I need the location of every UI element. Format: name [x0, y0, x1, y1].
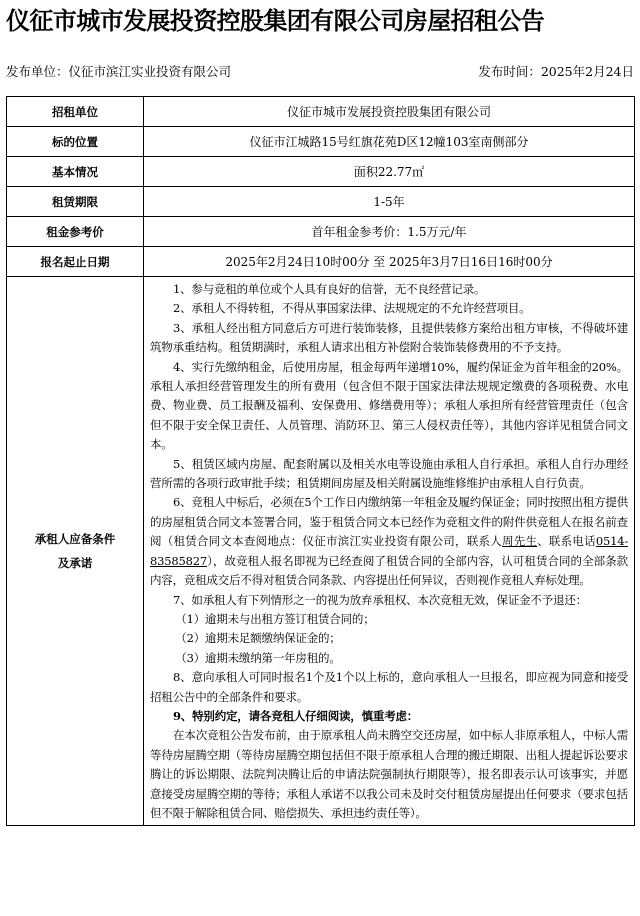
term-7-item-1: （1）逾期未与出租方签订租赁合同的； — [175, 611, 375, 626]
term-1: 1、参与竞租的单位或个人具有良好的信誉，无不良经营记录。 — [173, 282, 486, 296]
row-registration-period — [7, 247, 635, 277]
publish-time: 发布时间：2025年2月24日 — [478, 64, 634, 79]
row-label: 招租单位 — [7, 97, 144, 127]
row-value: 面积22.77㎡ — [144, 157, 635, 187]
term-6-text-c: ），故竞租人报名即视为已经查阅了租赁合同的全部内容，认可租赁合同的全部条款内容，竞租成交后不得对租赁合同条款、内容提出任何异议，否则视作竞租人弃标处理。 — [150, 553, 628, 588]
row-value: 1-5年 — [144, 187, 635, 217]
row-label: 基本情况 — [7, 157, 144, 187]
rental-info-table — [6, 96, 635, 826]
notice-title: 仪征市城市发展投资控股集团有限公司房屋招租公告 — [6, 7, 545, 35]
conditions-label-line-2: 及承诺 — [57, 556, 93, 571]
row-lessor — [7, 97, 635, 127]
row-value: 2025年2月24日10时00分 至 2025年3月7日16日16时00分 — [144, 247, 635, 277]
term-9-heading: 9、特别约定，请各竞租人仔细阅读，慎重考虑： — [173, 708, 419, 723]
term-7-item-2: （2）逾期未足额缴纳保证金的； — [175, 631, 341, 646]
term-8: 8、意向承租人可同时报名1个及1个以上标的，意向承租人一旦报名，即应视为同意和接受招租公告中的全部条件和要求。 — [150, 670, 628, 704]
row-location — [7, 127, 635, 157]
row-label: 报名起止日期 — [7, 247, 144, 277]
conditions-label-line-1: 承租人应备条件 — [34, 532, 116, 547]
term-9-body: 在本次竞租公告发布前，由于原承租人尚未腾空交还房屋，如中标人非原承租人，中标人需等待房屋腾空期（等待房屋腾空期包括但不限于原承租人合理的搬迁期限、出租人提起诉讼要求腾让的诉讼期限、法院判决腾让后的申请法院强制执行期限等），报名即表示认可该事实，并愿意接受房屋腾空期的等待；承租人承诺不以我公司未及时交付租赁房屋提出任何要求（要求包括但不限于解除租赁合同、赔偿损失、承担违约责任等）。 — [150, 728, 628, 820]
row-label: 租金参考价 — [7, 217, 144, 247]
row-conditions — [7, 277, 635, 826]
row-value: 仪征市江城路15号红旗花苑D区12幢103室南侧部分 — [144, 127, 635, 157]
term-6 — [150, 493, 628, 590]
row-lease-term — [7, 187, 635, 217]
publisher: 发布单位：仪征市滨江实业投资有限公司 — [6, 64, 232, 79]
term-7: 7、如承租人有下列情形之一的视为放弃承租权、本次竞租无效，保证金不予退还： — [173, 592, 587, 607]
row-value: 首年租金参考价：1.5万元/年 — [144, 217, 635, 247]
row-reference-rent — [7, 217, 635, 247]
conditions-label — [7, 277, 144, 826]
term-7-item-3: （3）逾期未缴纳第一年房租的。 — [175, 650, 341, 665]
term-6-text-a: 6、竞租人中标后，必须在5个工作日内缴纳第一年租金及履约保证金；同时按照出租方提供的房屋租赁合同文本签署合同，鉴于租赁合同文本已经作为竞租文件的附件供竞租人在报名前查阅（租赁合同文本查阅地点：仪征市滨江实业投资有限公司，联系人 — [150, 495, 628, 549]
contact-person: 周先生 — [501, 534, 538, 549]
term-2: 2、承租人不得转租，不得从事国家法律、法规规定的不允许经营项目。 — [173, 301, 531, 316]
row-value: 仪征市城市发展投资控股集团有限公司 — [144, 97, 635, 127]
term-4: 4、实行先缴纳租金，后使用房屋，租金每两年递增10%，履约保证金为首年租金的20%。承租人承担经营管理发生的所有费用（包含但不限于国家法律法规规定缴费的各项税费、水电费、物业费、员工报酬及福利、安保费用、修缮费用等）；承租人承担所有经营管理责任（包含但不限于安全保卫责任、人员管理、消防环卫、第三人侵权责任等），其他内容详见租赁合同文本。 — [150, 359, 628, 452]
term-5: 5、租赁区域内房屋、配套附属以及相关水电等设施由承租人自行承担。承租人自行办理经营所需的各项行政审批手续；租赁期间房屋及相关附属设施维修维护由承租人自行负责。 — [150, 456, 628, 491]
conditions-text — [144, 277, 635, 826]
contact-phone: 0514-83585827 — [150, 534, 629, 568]
term-6-text-b: 、联系电话 — [537, 534, 596, 549]
row-label: 标的位置 — [7, 127, 144, 157]
row-basic-info — [7, 157, 635, 187]
row-label: 租赁期限 — [7, 187, 144, 217]
term-3: 3、承租人经出租方同意后方可进行装饰装修，且提供装修方案给出租方审核，不得破坏建筑物承重结构。租赁期满时，承租人请求出租方补偿附合装饰装修费用的不予支持。 — [150, 320, 628, 355]
